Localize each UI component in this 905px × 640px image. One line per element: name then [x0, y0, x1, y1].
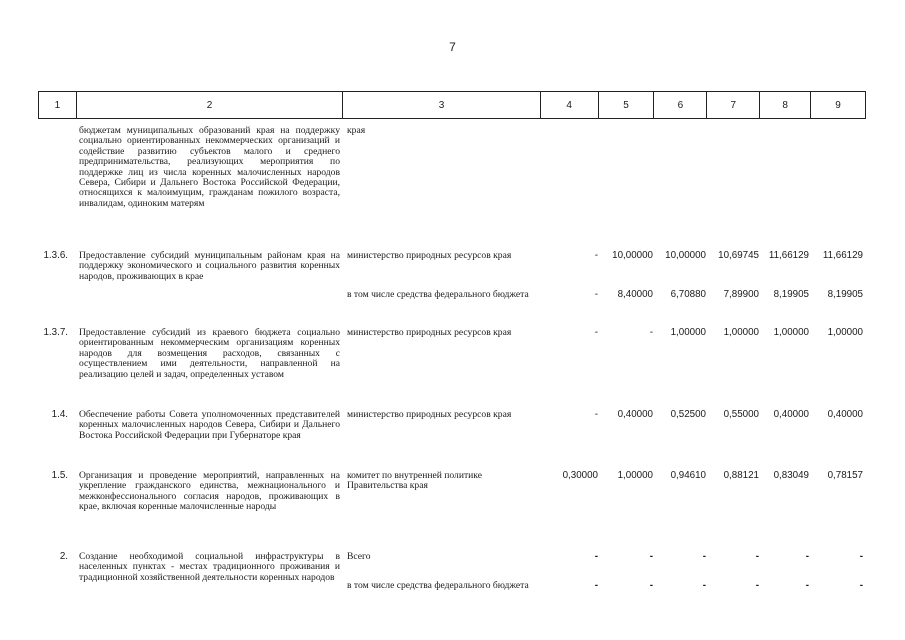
value-col-4: -	[594, 409, 598, 420]
row-description: Предоставление субсидий из краевого бюджета социально ориентированным некоммерческим организациям коренных народов для возмещения расходов, связанных с осуществлением ими деятельности, направленной на реализацию целей и задач, определенных уставом	[79, 327, 340, 380]
value-col-5: -	[649, 327, 653, 338]
header-col-9: 9	[835, 99, 841, 111]
value-col-7: -	[755, 551, 759, 562]
value-col-6: 0,94610	[670, 470, 706, 481]
value-col-5: 1,00000	[617, 470, 653, 481]
value-col-4: -	[594, 289, 598, 300]
row-index: 2.	[59, 551, 68, 562]
value-col-9: -	[859, 580, 863, 591]
header-col-2: 2	[77, 92, 343, 118]
value-col-7: 0,55000	[723, 409, 759, 420]
value-col-5: 0,40000	[617, 409, 653, 420]
value-col-5: -	[649, 580, 653, 591]
value-col-8: 1,00000	[773, 327, 809, 338]
value-col-8: 0,83049	[773, 470, 809, 481]
table-header	[38, 91, 866, 119]
row-index: 1.3.6.	[43, 250, 68, 261]
value-col-4: -	[594, 551, 598, 562]
row-responsible: министерство природных ресурсов края	[347, 327, 512, 338]
header-col-3: 3	[343, 92, 541, 118]
row-responsible: министерство природных ресурсов края	[347, 250, 512, 261]
row-description: Организация и проведение мероприятий, направленных на укрепление гражданского единства, межнационального и межконфессионального согласия народов, проживающих в крае, включая коренные малочисленные народы	[79, 470, 340, 513]
value-col-7: 7,89900	[723, 289, 759, 300]
value-col-7: 1,00000	[723, 327, 759, 338]
row-index: 1.4.	[51, 409, 68, 420]
value-col-9: 0,78157	[827, 470, 863, 481]
value-col-6: -	[702, 551, 706, 562]
value-col-9: 1,00000	[827, 327, 863, 338]
value-col-8: 11,66129	[768, 250, 809, 261]
row-responsible: министерство природных ресурсов края	[347, 409, 512, 420]
value-col-4: -	[594, 327, 598, 338]
row-description: бюджетам муниципальных образований края на поддержку социально ориентированных некоммерческих организаций и содействие развитию субъектов малого и среднего предпринимательства, реализующих мероприятия по поддержке лиц из числа коренных малочисленных народов Севера, Сибири и Дальнего Востока Российской Федерации, относящихся к малоимущим, гражданам пожилого возраста, инвалидам, одиноким матерям	[79, 125, 340, 209]
value-col-6: -	[702, 580, 706, 591]
row-responsible: комитет по внутренней политике Правительства края	[347, 470, 482, 492]
value-col-5: 8,40000	[617, 289, 653, 300]
value-col-6: 10,00000	[665, 250, 706, 261]
value-col-6: 6,70880	[670, 289, 706, 300]
value-col-8: -	[805, 551, 809, 562]
value-col-5: -	[649, 551, 653, 562]
row-description: Предоставление субсидий муниципальным районам края на поддержку экономического и социального развития коренных народов, проживающих в крае	[79, 250, 340, 282]
header-col-1: 1	[39, 92, 77, 118]
value-col-4: -	[594, 580, 598, 591]
value-col-8: -	[805, 580, 809, 591]
row-responsible: края	[347, 125, 366, 136]
row-index: 1.3.7.	[43, 327, 68, 338]
row-description: Создание необходимой социальной инфраструктуры в населенных пунктах - местах традиционного проживания и традиционной хозяйственной деятельности коренных народов	[79, 551, 340, 583]
value-col-8: 8,19905	[773, 289, 809, 300]
value-col-7: -	[755, 580, 759, 591]
value-col-6: 0,52500	[670, 409, 706, 420]
header-col-8: 8	[760, 92, 811, 118]
value-col-9: 0,40000	[827, 409, 863, 420]
row-responsible: Всего	[347, 551, 371, 562]
row-description: Обеспечение работы Совета уполномоченных представителей коренных малочисленных народов Севера, Сибири и Дальнего Востока Российской Федерации при Губернаторе края	[79, 409, 340, 441]
value-col-4: -	[594, 250, 598, 261]
row-responsible-federal: в том числе средства федерального бюджета	[347, 289, 529, 300]
header-col-7: 7	[707, 92, 760, 118]
row-index: 1.5.	[51, 470, 68, 481]
value-col-7: 10,69745	[718, 250, 759, 261]
value-col-6: 1,00000	[670, 327, 706, 338]
value-col-9: 11,66129	[822, 250, 863, 261]
header-col-6: 6	[654, 92, 707, 118]
value-col-7: 0,88121	[723, 470, 759, 481]
value-col-4: 0,30000	[562, 470, 598, 481]
value-col-5: 10,00000	[612, 250, 653, 261]
page-number: 7	[449, 40, 456, 54]
value-col-9: 8,19905	[827, 289, 863, 300]
value-col-9: -	[859, 551, 863, 562]
row-responsible-federal: в том числе средства федерального бюджета	[347, 580, 529, 591]
value-col-8: 0,40000	[773, 409, 809, 420]
header-col-5: 5	[599, 92, 655, 118]
header-col-4: 4	[541, 92, 599, 118]
